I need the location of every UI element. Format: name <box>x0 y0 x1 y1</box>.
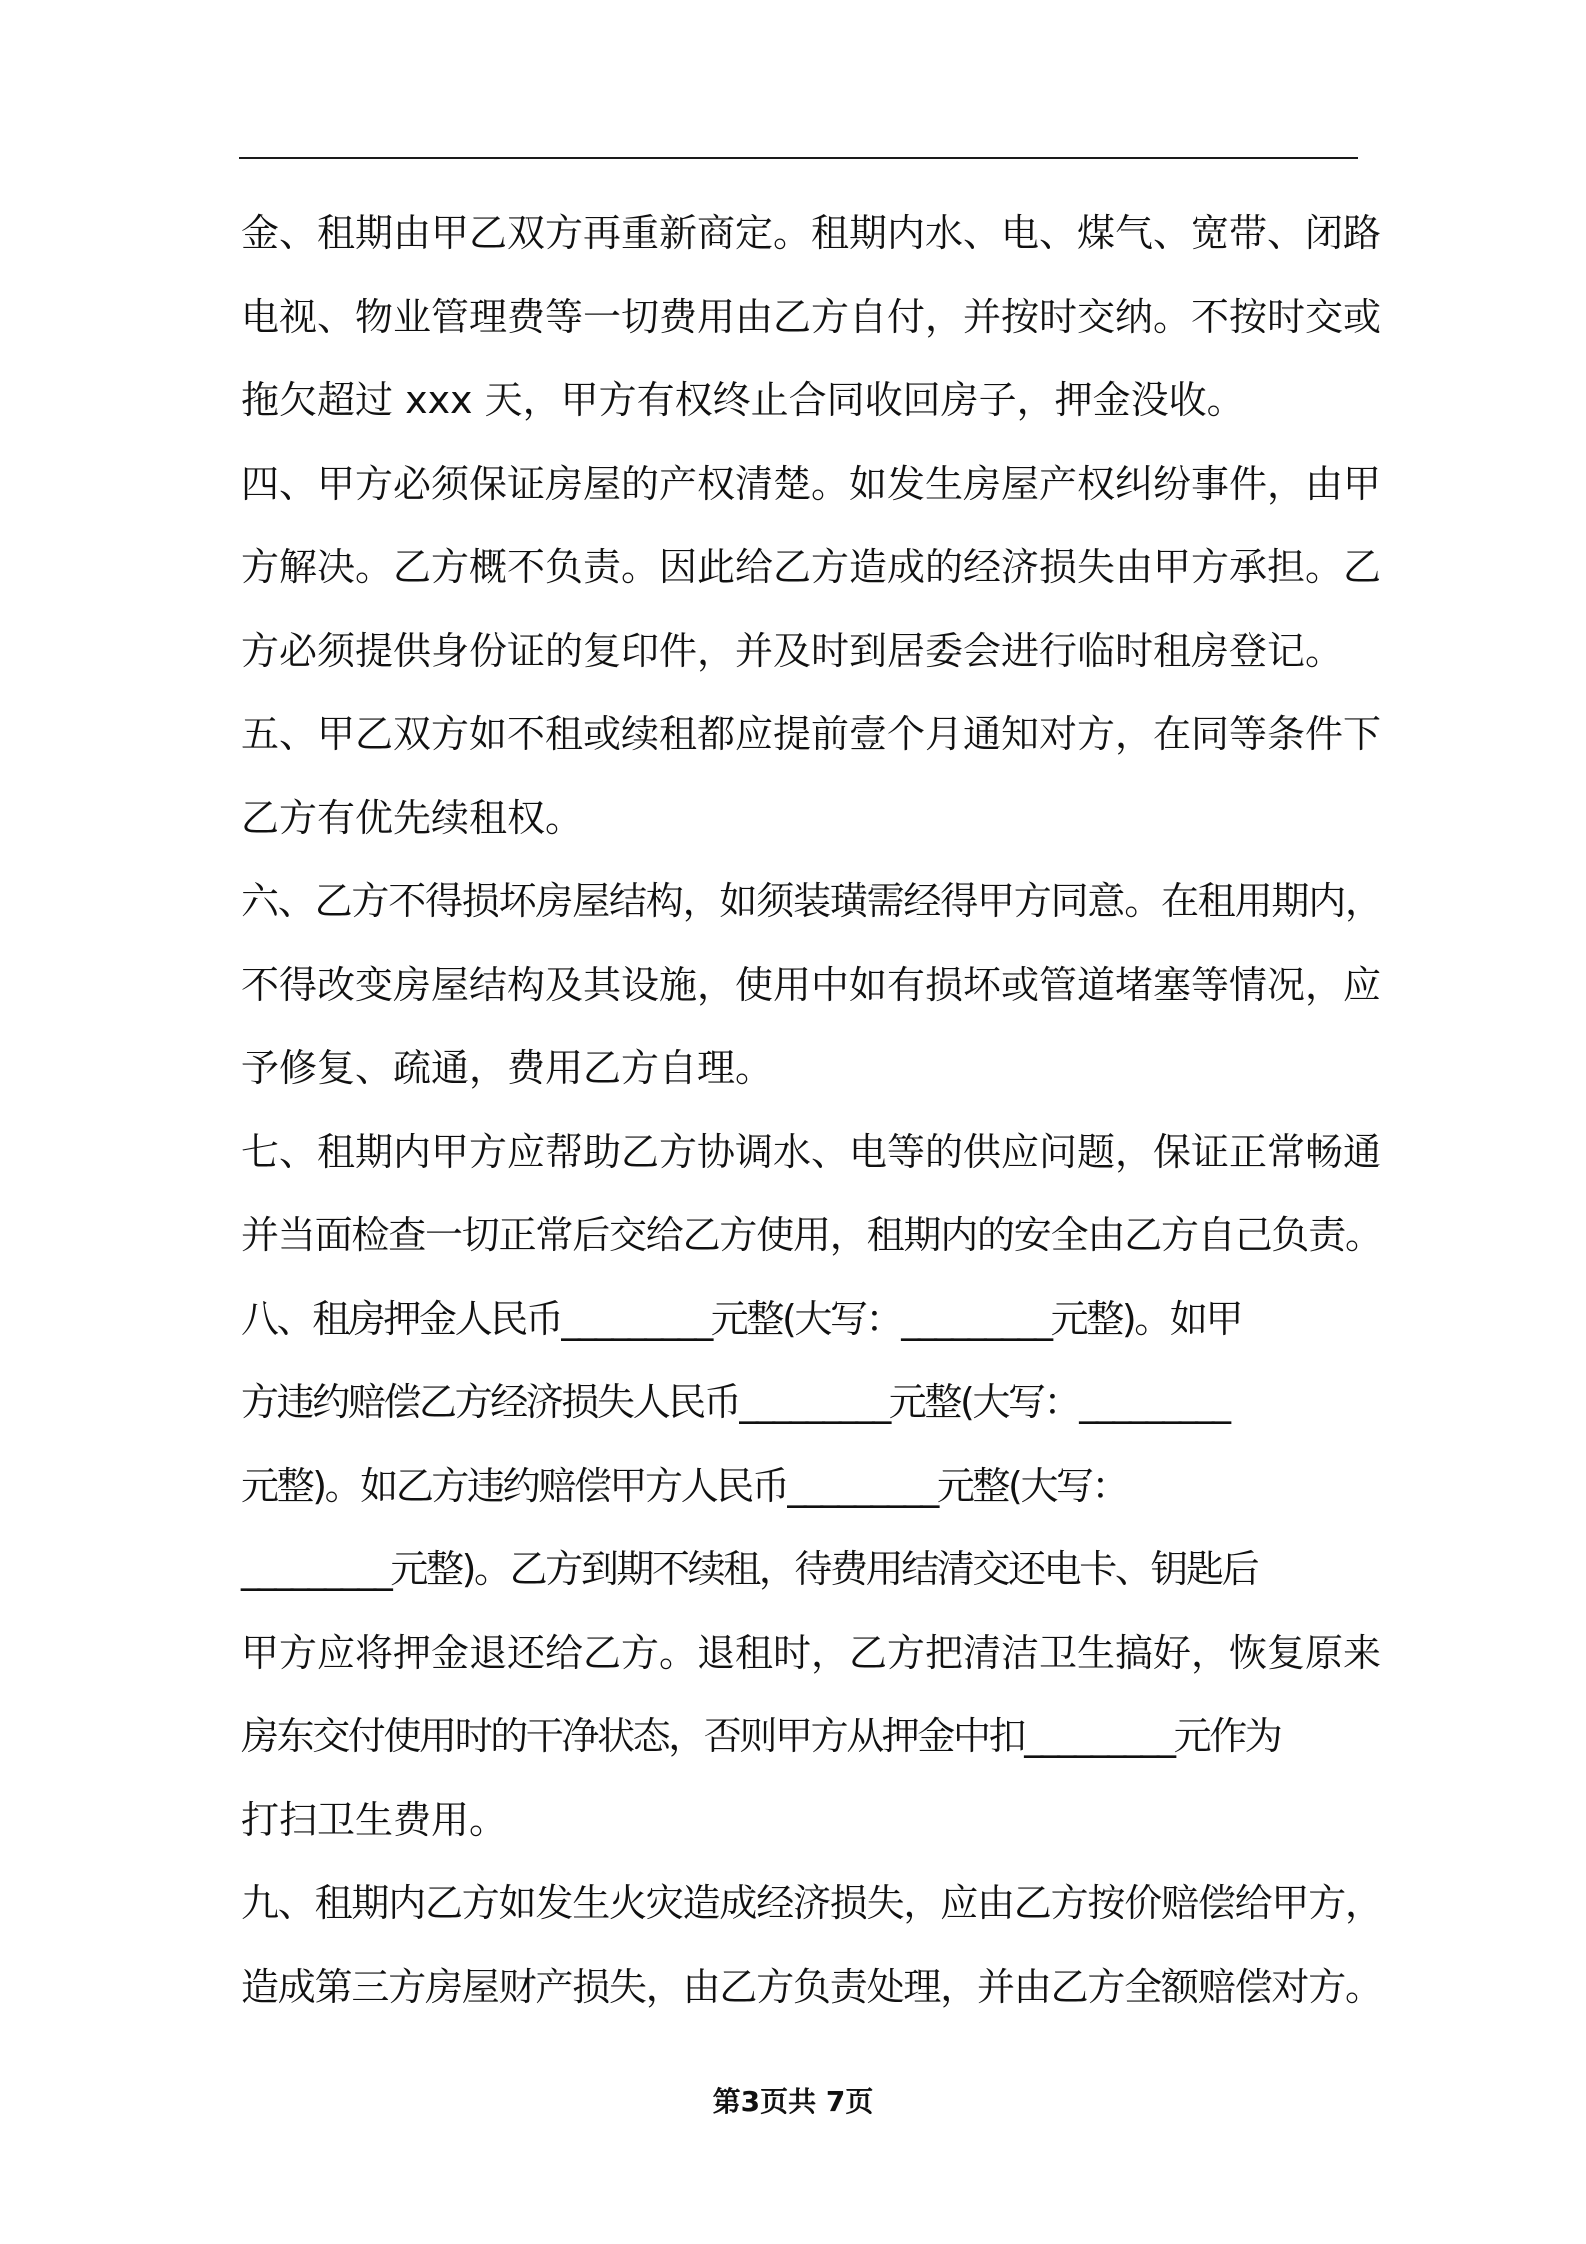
clause-5-line: 五、甲乙双方如不租或续租都应提前壹个月通知对方，在同等条件下 <box>241 712 1382 756</box>
text-line: 方解决。乙方概不负责。因此给乙方造成的经济损失由甲方承担。乙 <box>241 545 1382 589</box>
clause-6-line: 六、乙方不得损坏房屋结构，如须装璜需经得甲方同意。在租用期内， <box>241 879 1382 923</box>
text-line: 方违约赔偿乙方经济损失人民币_________元整(大写：_________ <box>241 1380 1229 1424</box>
text-line: 房东交付使用时的干净状态，否则甲方从押金中扣_________元作为 <box>241 1714 1281 1758</box>
text-line: 拖欠超过 xxx 天，甲方有权终止合同收回房子，押金没收。 <box>241 378 1245 422</box>
text-line: 乙方有优先续租权。 <box>241 795 584 840</box>
text-line: 打扫卫生费用。 <box>241 1797 508 1842</box>
contract-body <box>241 192 1382 2029</box>
clause-9-line: 九、租期内乙方如发生火灾造成经济损失，应由乙方按价赔偿给甲方， <box>241 1881 1382 1925</box>
clause-8-line: 八、租房押金人民币_________元整(大写：_________元整)。如甲 <box>241 1296 1242 1341</box>
clause-4-line: 四、甲方必须保证房屋的产权清楚。如发生房屋产权纠纷事件，由甲 <box>241 461 1382 506</box>
page-number: 第3页共 7页 <box>712 2085 874 2118</box>
text-line: 电视、物业管理费等一切费用由乙方自付，并按时交纳。不按时交或 <box>241 294 1382 339</box>
text-line: _________元整)。乙方到期不续租，待费用结清交还电卡、钥匙后 <box>241 1547 1258 1591</box>
clause-7-line: 七、租期内甲方应帮助乙方协调水、电等的供应问题，保证正常畅通 <box>241 1129 1382 1174</box>
text-line: 造成第三方房屋财产损失，由乙方负责处理，并由乙方全额赔偿对方。 <box>241 1964 1382 2009</box>
text-line: 予修复、疏通，费用乙方自理。 <box>241 1046 774 1090</box>
text-line: 元整)。如乙方违约赔偿甲方人民币_________元整(大写： <box>241 1463 1128 1508</box>
text-line: 金、租期由甲乙双方再重新商定。租期内水、电、煤气、宽带、闭路 <box>241 211 1382 255</box>
header-rule <box>239 157 1358 159</box>
text-line: 并当面检查一切正常后交给乙方使用，租期内的安全由乙方自己负责。 <box>241 1213 1382 1257</box>
text-line: 甲方应将押金退还给乙方。退租时，乙方把清洁卫生搞好，恢复原来 <box>241 1630 1382 1675</box>
text-line: 不得改变房屋结构及其设施，使用中如有损坏或管道堵塞等情况，应 <box>241 962 1382 1007</box>
text-line: 方必须提供身份证的复印件，并及时到居委会进行临时租房登记。 <box>241 628 1344 673</box>
